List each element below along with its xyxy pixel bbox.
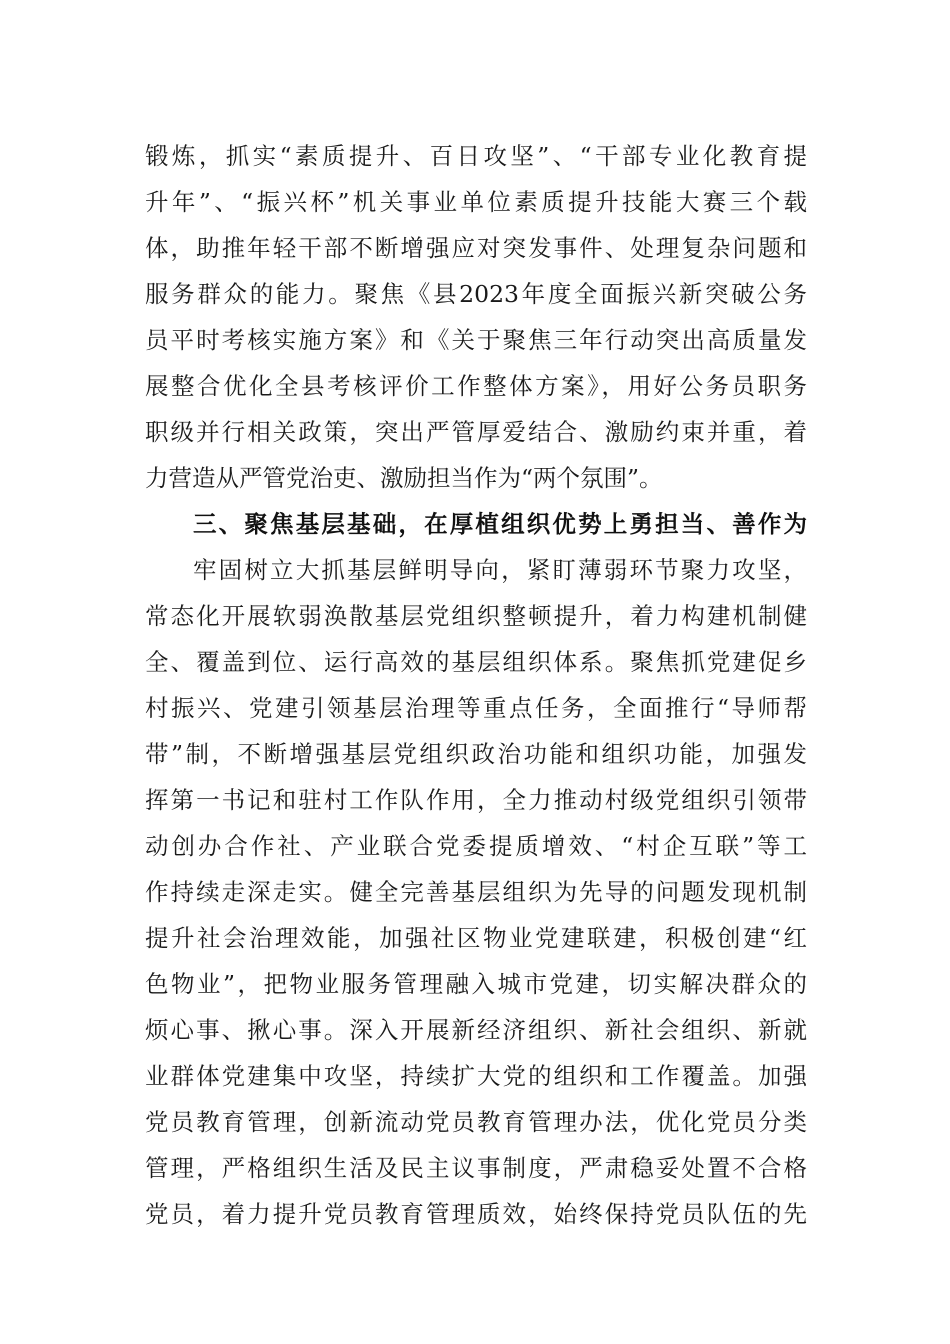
paragraph-line-23: 党员，着力提升党员教育管理质效，始终保持党员队伍的先 [145, 1200, 807, 1228]
paragraph-line-19: 烦心事、揪心事。深入开展新经济组织、新社会组织、新就 [145, 1016, 807, 1044]
paragraph-line-21: 党员教育管理，创新流动党员教育管理办法，优化党员分类 [145, 1108, 807, 1136]
paragraph-line-18: 色物业”，把物业服务管理融入城市党建，切实解决群众的 [145, 970, 807, 998]
paragraph-line-4: 服务群众的能力。聚焦《县2023年度全面振兴新突破公务 [145, 280, 807, 308]
paragraph-line-8: 力营造从严管党治吏、激励担当作为“两个氛围”。 [145, 464, 663, 492]
paragraph-line-10: 常态化开展软弱涣散基层党组织整顿提升，着力构建机制健 [145, 602, 807, 630]
paragraph-line-2: 升年”、“振兴杯”机关事业单位素质提升技能大赛三个载 [145, 188, 807, 216]
paragraph-line-7: 职级并行相关政策，突出严管厚爱结合、激励约束并重，着 [145, 418, 807, 446]
paragraph-line-5: 员平时考核实施方案》和《关于聚焦三年行动突出高质量发 [145, 326, 807, 354]
section-heading: 三、聚焦基层基础，在厚植组织优势上勇担当、善作为 [193, 510, 807, 538]
paragraph-line-3: 体，助推年轻干部不断增强应对突发事件、处理复杂问题和 [145, 234, 807, 262]
paragraph-line-6: 展整合优化全县考核评价工作整体方案》，用好公务员职务 [145, 372, 807, 400]
paragraph-line-16: 作持续走深走实。健全完善基层组织为先导的问题发现机制 [145, 878, 807, 906]
paragraph-line-20: 业群体党建集中攻坚，持续扩大党的组织和工作覆盖。加强 [145, 1062, 807, 1090]
paragraph-line-14: 挥第一书记和驻村工作队作用，全力推动村级党组织引领带 [145, 786, 807, 814]
paragraph-line-22: 管理，严格组织生活及民主议事制度，严肃稳妥处置不合格 [145, 1154, 807, 1182]
paragraph-line-9: 牢固树立大抓基层鲜明导向，紧盯薄弱环节聚力攻坚， [193, 556, 807, 584]
paragraph-line-15: 动创办合作社、产业联合党委提质增效、“村企互联”等工 [145, 832, 807, 860]
paragraph-line-12: 村振兴、党建引领基层治理等重点任务，全面推行“导师帮 [145, 694, 807, 722]
paragraph-line-13: 带”制，不断增强基层党组织政治功能和组织功能，加强发 [145, 740, 807, 768]
paragraph-line-11: 全、覆盖到位、运行高效的基层组织体系。聚焦抓党建促乡 [145, 648, 807, 676]
paragraph-line-17: 提升社会治理效能，加强社区物业党建联建，积极创建“红 [145, 924, 807, 952]
paragraph-line-1: 锻炼，抓实“素质提升、百日攻坚”、“干部专业化教育提 [145, 142, 807, 170]
